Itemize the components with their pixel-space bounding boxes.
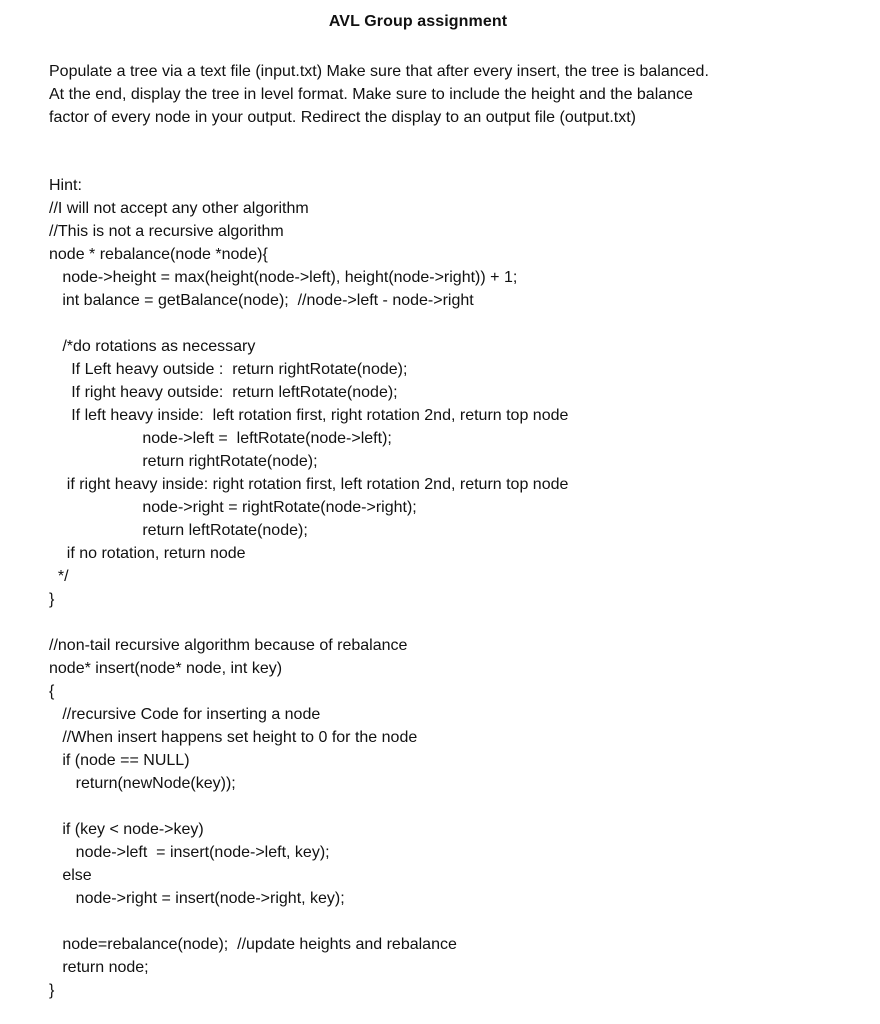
code-line: if no rotation, return node bbox=[49, 545, 246, 562]
description-line: factor of every node in your output. Redirect the display to an output file (output.txt) bbox=[49, 109, 636, 126]
code-line: if (key < node->key) bbox=[49, 821, 204, 838]
code-line: //non-tail recursive algorithm because of rebalance bbox=[49, 637, 408, 654]
code-line: node->height = max(height(node->left), height(node->right)) + 1; bbox=[49, 269, 518, 286]
code-line: If Left heavy outside : return rightRotate(node); bbox=[49, 361, 408, 378]
code-line: if (node == NULL) bbox=[49, 752, 190, 769]
code-line: Hint: bbox=[49, 177, 82, 194]
code-line: /*do rotations as necessary bbox=[49, 338, 256, 355]
code-line: //I will not accept any other algorithm bbox=[49, 200, 309, 217]
code-line: node * rebalance(node *node){ bbox=[49, 246, 268, 263]
code-line bbox=[49, 611, 849, 634]
code-line: return node; bbox=[49, 959, 149, 976]
code-line: } bbox=[49, 982, 55, 999]
code-line: } bbox=[49, 591, 55, 608]
code-line: return(newNode(key)); bbox=[49, 775, 236, 792]
code-line: If left heavy inside: left rotation first, right rotation 2nd, return top node bbox=[49, 407, 569, 424]
code-line: node->left = leftRotate(node->left); bbox=[49, 430, 392, 447]
code-line: int balance = getBalance(node); //node->left - node->right bbox=[49, 292, 474, 309]
assignment-description bbox=[49, 60, 849, 129]
code-line: node->left = insert(node->left, key); bbox=[49, 844, 330, 861]
code-line: node* insert(node* node, int key) bbox=[49, 660, 283, 677]
code-line: else bbox=[49, 867, 92, 884]
code-line: //recursive Code for inserting a node bbox=[49, 706, 321, 723]
code-line: node->right = rightRotate(node->right); bbox=[49, 499, 417, 516]
hint-code-block bbox=[49, 174, 849, 1002]
code-line: //This is not a recursive algorithm bbox=[49, 223, 284, 240]
code-line bbox=[49, 312, 849, 335]
description-line: At the end, display the tree in level format. Make sure to include the height and the balance bbox=[49, 86, 693, 103]
code-line: If right heavy outside: return leftRotate(node); bbox=[49, 384, 398, 401]
code-line: if right heavy inside: right rotation first, left rotation 2nd, return top node bbox=[49, 476, 569, 493]
code-line: node=rebalance(node); //update heights and rebalance bbox=[49, 936, 457, 953]
code-line: return leftRotate(node); bbox=[49, 522, 308, 539]
code-line: //When insert happens set height to 0 for the node bbox=[49, 729, 418, 746]
code-line bbox=[49, 795, 849, 818]
code-line: */ bbox=[49, 568, 69, 585]
description-line: Populate a tree via a text file (input.txt) Make sure that after every insert, the tree is balanced. bbox=[49, 63, 709, 80]
code-line bbox=[49, 910, 849, 933]
code-line: return rightRotate(node); bbox=[49, 453, 318, 470]
document-title: AVL Group assignment bbox=[328, 13, 508, 30]
code-line: { bbox=[49, 683, 55, 700]
code-line: node->right = insert(node->right, key); bbox=[49, 890, 345, 907]
